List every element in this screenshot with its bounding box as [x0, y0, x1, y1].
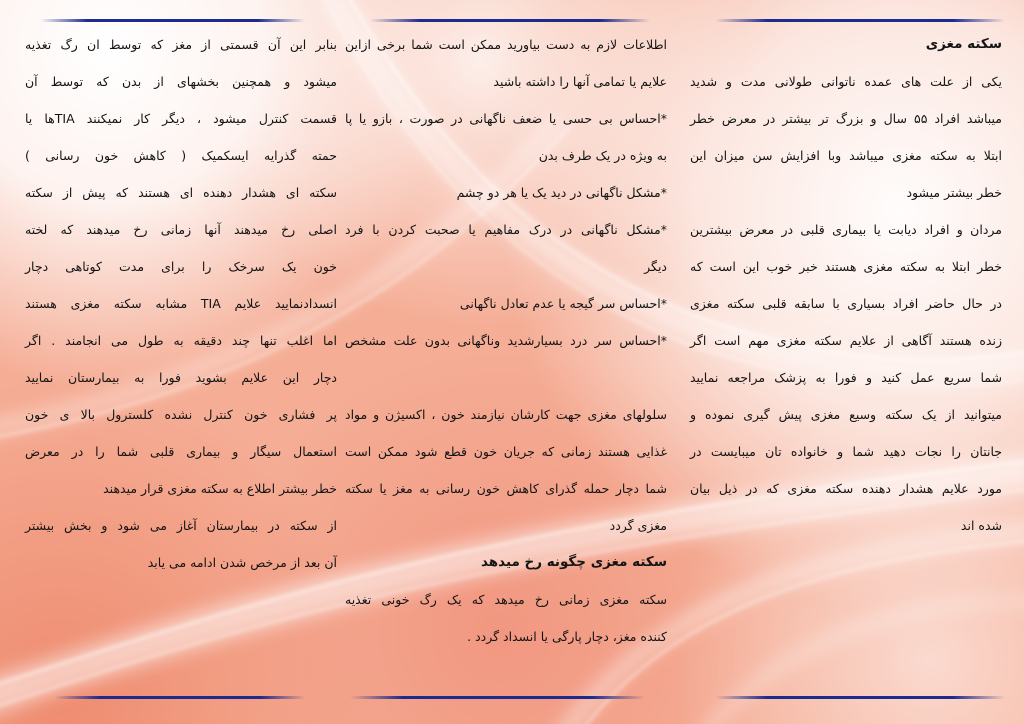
- paragraph-line: استعمال سیگار و بیماری قلبی شما را در معرض: [25, 444, 337, 459]
- paragraph-line: حمته گذرایه ایسکمیک ( کاهش خون رسانی ): [25, 148, 337, 163]
- paragraph-line: خون یک سرخک را برای مدت کوتاهی دچار: [25, 259, 337, 274]
- bottom-rule-middle: [350, 696, 645, 699]
- paragraph-line: از سکته در بیمارستان آغاز می شود و بخش بیشتر: [25, 518, 337, 533]
- symptom-bullet-line: *مشکل ناگهانی در دید یک یا هر دو چشم: [456, 185, 667, 200]
- paragraph-line: زنده هستند آگاهی از علایم سکته مغزی مهم است اگر: [690, 333, 1002, 348]
- paragraph-line: شما دچار حمله گذرای کاهش خون رسانی به مغز یا سکته: [345, 481, 667, 496]
- paragraph-line: پر فشاری خون کنترل نشده کلسترول بالا ی خون: [25, 407, 337, 422]
- paragraph-line: خطر بیشتر میشود: [906, 185, 1002, 200]
- paragraph-line: مردان و افراد دیابت یا بیماری قلبی در معرض بیشترین: [690, 222, 1002, 237]
- paragraph-line: سکته ای هشدار دهنده ای هستند که پیش از سکته: [25, 185, 337, 200]
- paragraph-line: مغزی گردد: [609, 518, 667, 533]
- paragraph-line: میتوانید از یک سکته وسیع مغزی پیش گیری نموده و: [690, 407, 1002, 422]
- middle-column: [345, 26, 667, 655]
- left-column: [25, 26, 337, 581]
- paragraph-line: میباشد افراد ۵۵ سال و بزرگ تر بیشتر در معرض خطر: [690, 111, 1003, 126]
- symptom-bullet-line: *مشکل ناگهانی در درک مفاهیم یا صحبت کردن با فرد: [345, 222, 667, 237]
- paragraph-line: یکی از علت های عمده ناتوانی طولانی مدت و شدید: [690, 74, 1002, 89]
- paragraph-line: انسدادنمایید علایم TIA مشابه سکته مغزی هستند: [25, 296, 337, 311]
- right-column: [690, 26, 1002, 544]
- paragraph-line: خطر بیشتر اطلاع به سکته مغزی قرار میدهند: [103, 481, 337, 496]
- paragraph-line: اطلاعات لازم به دست بیاورید ممکن است شما برخی ازاین: [345, 37, 667, 52]
- paragraph-line: خطر ابتلا به سکته مغزی هستند خبر خوب این است که: [690, 259, 1002, 274]
- paragraph-line: میشود و همچنین بخشهای از بدن که توسط آن: [25, 74, 337, 89]
- symptom-bullet-line: *احساس بی حسی یا ضعف ناگهانی در صورت ، بازو یا پا: [345, 111, 667, 126]
- paragraph-line: سلولهای مغزی جهت کارشان نیازمند خون ، اکسیژن و مواد: [345, 407, 667, 422]
- bottom-rule-left: [55, 696, 305, 699]
- paragraph-line: اما اغلب تنها چند دقیقه به طول می انجامند . اگر: [25, 333, 337, 348]
- paragraph-line: اصلی رخ میدهند آنها زمانی رخ میدهند که لخته: [25, 222, 337, 237]
- paragraph-line: غذایی هستند زمانی که جریان خون قطع شود ممکن است: [345, 444, 667, 459]
- paragraph-line: شده اند: [960, 518, 1002, 533]
- paragraph-line: مورد علایم هشدار دهنده سکته مغزی که در ذیل بیان: [690, 481, 1002, 496]
- paragraph-line: بنابر این آن قسمتی از مغز که توسط ان رگ تغذیه: [25, 37, 337, 52]
- paragraph-line: آن بعد از مرخص شدن ادامه می یابد: [147, 555, 337, 570]
- paragraph-line: شما سریع عمل کنید و فورا به پزشک مراجعه نمایید: [690, 370, 1002, 385]
- symptom-bullet-line: به ویژه در یک طرف بدن: [538, 148, 667, 163]
- paragraph-gap: [345, 359, 667, 396]
- paragraph-line: در حال حاضر افراد بسیاری با سابقه قلبی سکته مغزی: [690, 296, 1002, 311]
- paragraph-line: سکته مغزی زمانی رخ میدهد که یک رگ خونی تغذیه: [345, 592, 667, 607]
- symptom-bullet-line: *احساس سر گیجه یا عدم تعادل ناگهانی: [459, 296, 667, 311]
- paragraph-line: قسمت کنترل میشود ، دیگر کار نمیکنند TIAها یا: [25, 111, 337, 126]
- symptom-bullet-line: *احساس سر درد بسیارشدید وناگهانی بدون علت مشخص: [345, 333, 667, 348]
- paragraph-line: کننده مغز، دچار پارگی یا انسداد گردد .: [467, 629, 667, 644]
- bottom-rule-right: [715, 696, 1005, 699]
- paragraph-line: دچار این علایم بشوید فورا به بیمارستان نمایید: [25, 370, 337, 385]
- top-rule-left: [40, 19, 305, 22]
- top-rule-middle: [370, 19, 650, 22]
- top-rule-right: [715, 19, 1005, 22]
- symptom-bullet-line: دیگر: [644, 259, 667, 274]
- paragraph-line: جانتان را نجات دهید شما و خانواده تان میبایست در: [690, 444, 1002, 459]
- paragraph-line: علایم یا تمامی آنها را داشته باشید: [493, 74, 667, 89]
- paragraph-line: ابتلا به سکته مغزی میباشد وبا افزایش سن میزان این: [690, 148, 1002, 163]
- section-heading: سکته مغزی چگونه رخ میدهد: [480, 554, 667, 570]
- section-title: سکته مغزی: [925, 36, 1002, 52]
